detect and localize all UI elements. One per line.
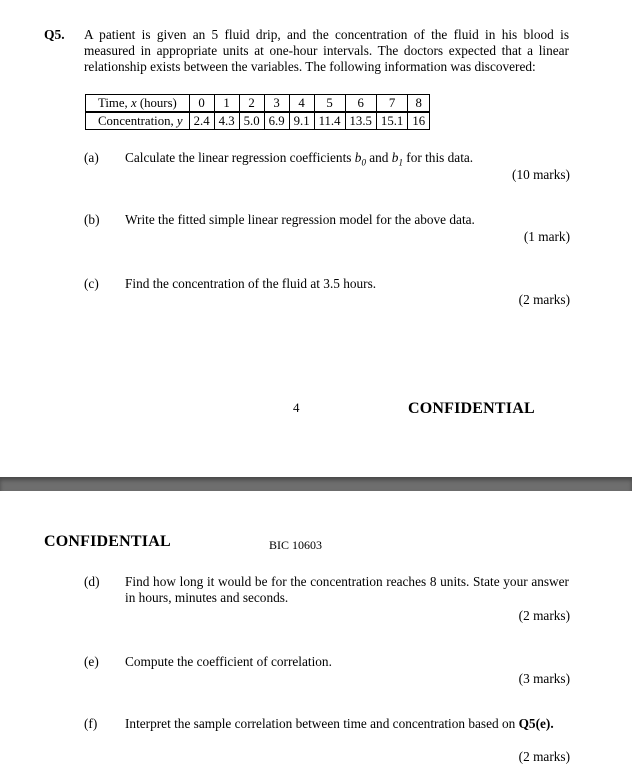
part-a-marks: (10 marks)	[512, 167, 570, 182]
part-b-marks: (1 mark)	[523, 229, 570, 244]
table-cell: 9.1	[289, 112, 314, 130]
table-cell: 16	[408, 112, 430, 130]
table-cell: 15.1	[376, 112, 407, 130]
table-cell: 11.4	[314, 112, 345, 130]
table-cell: 6	[345, 95, 376, 113]
course-code: BIC 10603	[269, 538, 323, 552]
part-f-text: Interpret the sample correlation between time and concentration based on Q5(e).	[125, 716, 554, 731]
table-cell: 8	[408, 95, 430, 113]
table-cell: 4	[289, 95, 314, 113]
part-f-label: (f)	[84, 716, 98, 731]
table-cell: 5.0	[239, 112, 264, 130]
part-c-marks: (2 marks)	[518, 292, 570, 307]
table-row-label-time: Time, x (hours)	[86, 95, 190, 113]
page-number: 4	[293, 400, 300, 415]
header-confidential: CONFIDENTIAL	[44, 533, 171, 550]
part-a-label: (a)	[84, 150, 99, 165]
part-e-marks: (3 marks)	[518, 671, 570, 686]
part-f-marks: (2 marks)	[518, 749, 570, 764]
data-table	[85, 94, 430, 130]
table-row-time	[86, 95, 430, 113]
table-cell: 1	[214, 95, 239, 113]
part-a-text: Calculate the linear regression coefficients $b_0$ and $b_1$ for this data.	[125, 150, 474, 168]
table-cell: 5	[314, 95, 345, 113]
table-row-concentration	[86, 112, 430, 130]
part-d-marks: (2 marks)	[518, 608, 570, 623]
part-d-label: (d)	[84, 574, 100, 589]
part-e-label: (e)	[84, 654, 99, 669]
table-cell: 2	[239, 95, 264, 113]
part-e-text: Compute the coefficient of correlation.	[125, 654, 332, 669]
part-b-label: (b)	[84, 212, 100, 227]
part-b-text: Write the fitted simple linear regression model for the above data.	[125, 212, 475, 227]
footer-confidential: CONFIDENTIAL	[408, 400, 535, 417]
question-number: Q5.	[44, 27, 65, 42]
table-cell: 13.5	[345, 112, 376, 130]
part-d-text: Find how long it would be for the concentration reaches 8 units. State your answer in hours, minutes and seconds.	[125, 574, 569, 605]
table-cell: 2.4	[189, 112, 214, 130]
table-cell: 7	[376, 95, 407, 113]
table-cell: 6.9	[264, 112, 289, 130]
question-intro: A patient is given an 5 fluid drip, and the concentration of the fluid in his blood is measured in appropriate units at one-hour intervals. The doctors expected that a linear relationship exists between the variables. The following information was discovered:	[84, 27, 569, 74]
page-separator	[0, 477, 632, 491]
part-c-label: (c)	[84, 276, 99, 291]
table-cell: 4.3	[214, 112, 239, 130]
table-cell: 0	[189, 95, 214, 113]
table-row-label-concentration: Concentration, y	[86, 112, 190, 130]
part-c-text: Find the concentration of the fluid at 3.5 hours.	[125, 276, 377, 291]
table-cell: 3	[264, 95, 289, 113]
